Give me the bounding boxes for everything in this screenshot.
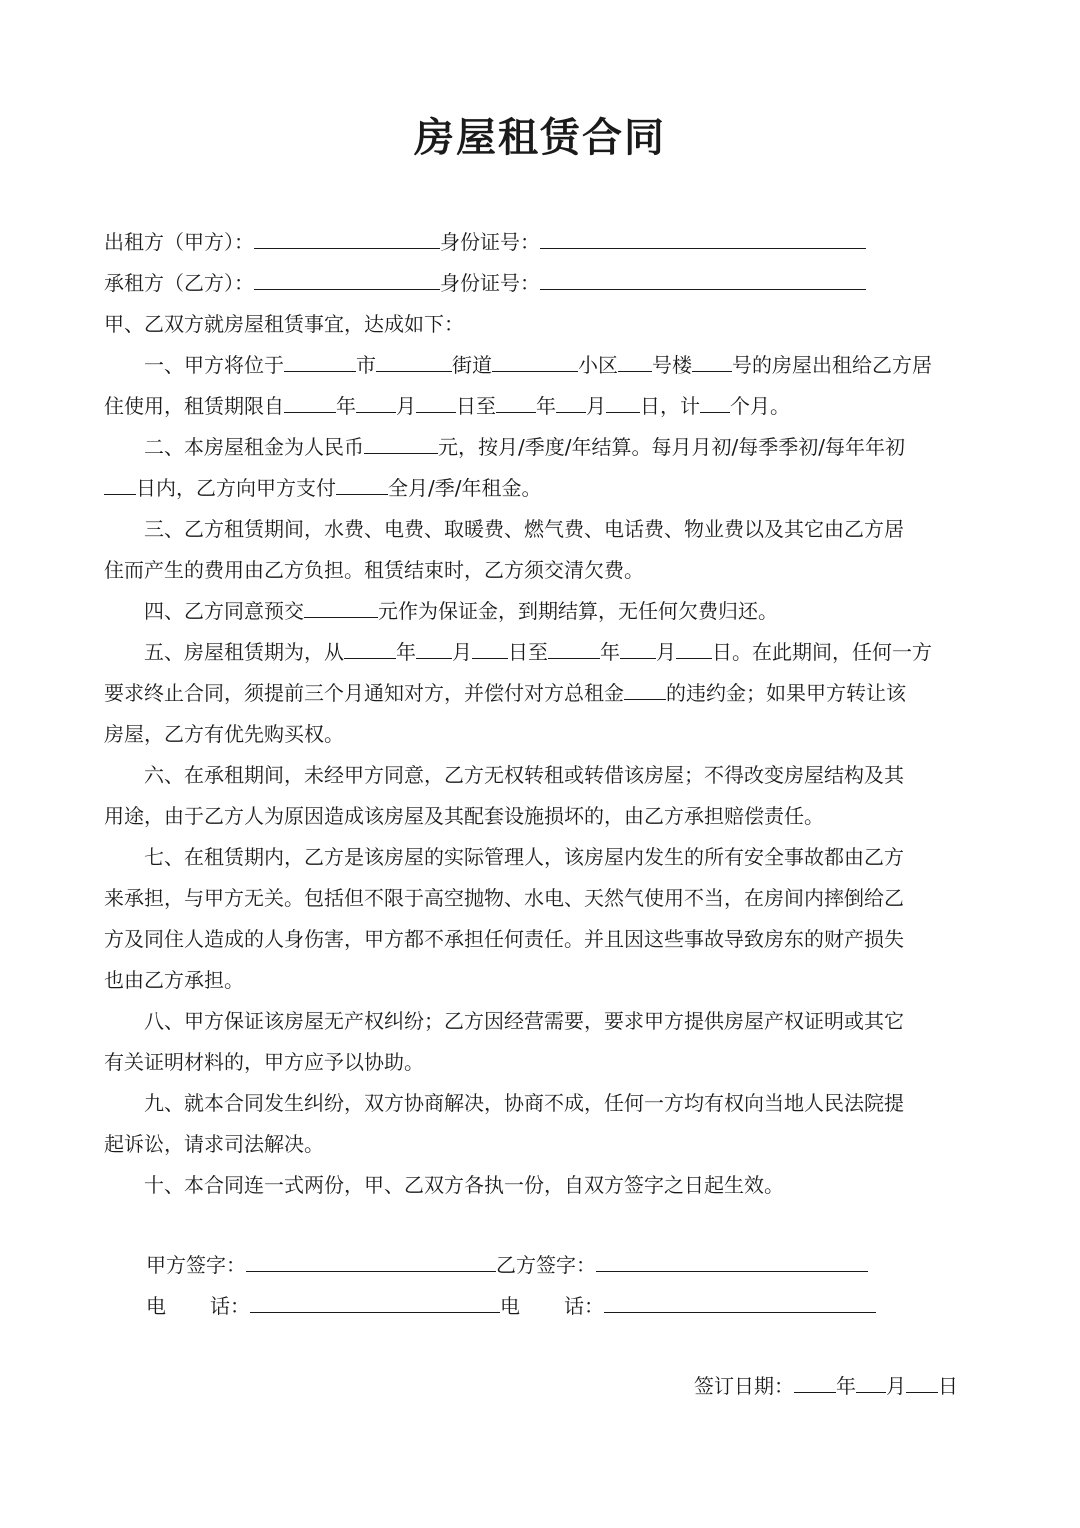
- lessee-id-label: 身份证号：: [440, 271, 540, 295]
- clause-8-line-2: 有关证明材料的，甲方应予以协助。: [104, 1050, 424, 1074]
- lessor-name-blank[interactable]: [254, 230, 440, 249]
- party-b-sign-blank[interactable]: [596, 1253, 868, 1272]
- clause-text: 日至: [508, 640, 548, 664]
- clause-text: 二、本房屋租金为人民币: [144, 435, 364, 459]
- clause-text: 年: [396, 640, 416, 664]
- lease-months-blank[interactable]: [700, 394, 730, 413]
- clause-text: 日，计: [640, 394, 700, 418]
- clause-text: 九、就本合同发生纠纷，双方协商解决，协商不成，任何一方均有权向当地人民法院提: [144, 1091, 904, 1115]
- clause-text: 五、房屋租赁期为，从: [144, 640, 344, 664]
- sign-date-label: 签订日期：: [694, 1374, 794, 1398]
- phone-line: [146, 1294, 946, 1318]
- clause-text: 年: [536, 394, 556, 418]
- clause-text: 年: [336, 394, 356, 418]
- lessor-id-blank[interactable]: [540, 230, 866, 249]
- lease-start-day-blank[interactable]: [416, 394, 456, 413]
- lessee-label: 承租方（乙方）：: [104, 271, 254, 295]
- clause-text: 七、在租赁期内，乙方是该房屋的实际管理人，该房屋内发生的所有安全事故都由乙方: [144, 845, 904, 869]
- clause-text: 全月/季/年租金。: [388, 476, 542, 500]
- term-end-month-blank[interactable]: [620, 640, 656, 659]
- clause-7-line-1: [104, 845, 984, 869]
- street-blank[interactable]: [376, 353, 452, 372]
- clause-3-line-2: 住而产生的费用由乙方负担。租赁结束时，乙方须交清欠费。: [104, 558, 644, 582]
- clause-2-line-2: [104, 476, 984, 500]
- term-start-year-blank[interactable]: [344, 640, 396, 659]
- clause-6-line-1: [104, 763, 984, 787]
- city-blank[interactable]: [284, 353, 356, 372]
- party-a-phone-blank[interactable]: [250, 1294, 500, 1313]
- intro-line: 甲、乙双方就房屋租赁事宜，达成如下：: [104, 312, 464, 336]
- clause-1-line-2: [104, 394, 984, 418]
- clause-7-line-4: 也由乙方承担。: [104, 968, 244, 992]
- party-a-sign-blank[interactable]: [246, 1253, 496, 1272]
- clause-text: 月: [656, 640, 676, 664]
- clause-text: 一、甲方将位于: [144, 353, 284, 377]
- clause-5-line-1: [104, 640, 984, 664]
- party-b-phone-label: 电 话：: [500, 1294, 604, 1318]
- lessor-line: [104, 230, 984, 254]
- clause-text: 街道: [452, 353, 492, 377]
- party-a-phone-label: 电 话：: [146, 1294, 250, 1318]
- clause-5-line-3: 房屋，乙方有优先购买权。: [104, 722, 344, 746]
- lease-end-day-blank[interactable]: [606, 394, 640, 413]
- clause-text: 月: [452, 640, 472, 664]
- clause-text: 小区: [578, 353, 618, 377]
- lease-start-year-blank[interactable]: [284, 394, 336, 413]
- sign-year-blank[interactable]: [794, 1374, 836, 1393]
- clause-text: 八、甲方保证该房屋无产权纠纷；乙方因经营需要，要求甲方提供房屋产权证明或其它: [144, 1009, 904, 1033]
- rent-amount-blank[interactable]: [364, 435, 438, 454]
- clause-text: 个月。: [730, 394, 790, 418]
- clause-3-line-1: [104, 517, 984, 541]
- clause-6-line-2: 用途，由于乙方人为原因造成该房屋及其配套设施损坏的，由乙方承担赔偿责任。: [104, 804, 824, 828]
- clause-1-line-1: [104, 353, 984, 377]
- lessee-id-blank[interactable]: [540, 271, 866, 290]
- building-blank[interactable]: [618, 353, 652, 372]
- clause-text: 月: [586, 394, 606, 418]
- lessee-name-blank[interactable]: [254, 271, 440, 290]
- penalty-blank[interactable]: [624, 681, 666, 700]
- party-b-phone-blank[interactable]: [604, 1294, 876, 1313]
- lease-end-month-blank[interactable]: [556, 394, 586, 413]
- clause-text: 元，按月/季度/年结算。每月月初/每季季初/每年年初: [438, 435, 905, 459]
- community-blank[interactable]: [492, 353, 578, 372]
- clause-text: 号的房屋出租给乙方居: [732, 353, 932, 377]
- clause-9-line-2: 起诉讼，请求司法解决。: [104, 1132, 324, 1156]
- clause-text: 月: [396, 394, 416, 418]
- document-title: 房屋租赁合同: [414, 115, 666, 161]
- deposit-blank[interactable]: [304, 599, 378, 618]
- clause-text: 日至: [456, 394, 496, 418]
- room-blank[interactable]: [692, 353, 732, 372]
- clause-text: 十、本合同连一式两份，甲、乙双方各执一份，自双方签字之日起生效。: [144, 1173, 784, 1197]
- clause-5-line-2: [104, 681, 984, 705]
- lessor-id-label: 身份证号：: [440, 230, 540, 254]
- sign-month-blank[interactable]: [856, 1374, 886, 1393]
- year-char: 年: [836, 1374, 856, 1398]
- clause-7-line-3: 方及同住人造成的人身伤害，甲方都不承担任何责任。并且因这些事故导致房东的财产损失: [104, 927, 904, 951]
- term-end-day-blank[interactable]: [676, 640, 712, 659]
- signature-line: [146, 1253, 946, 1277]
- clause-9-line-1: [104, 1091, 984, 1115]
- term-start-day-blank[interactable]: [472, 640, 508, 659]
- clause-text: 三、乙方租赁期间，水费、电费、取暖费、燃气费、电话费、物业费以及其它由乙方居: [144, 517, 904, 541]
- clause-text: 住使用，租赁期限自: [104, 394, 284, 418]
- clause-text: 日。在此期间，任何一方: [712, 640, 932, 664]
- clause-2-line-1: [104, 435, 984, 459]
- sign-day-blank[interactable]: [906, 1374, 938, 1393]
- payment-days-blank[interactable]: [104, 476, 136, 495]
- clause-text: 的违约金；如果甲方转让该: [666, 681, 906, 705]
- clause-text: 日内，乙方向甲方支付: [136, 476, 336, 500]
- clause-4-line-1: [104, 599, 984, 623]
- payment-amount-blank[interactable]: [336, 476, 388, 495]
- clause-8-line-1: [104, 1009, 984, 1033]
- term-end-year-blank[interactable]: [548, 640, 600, 659]
- party-a-sign-label: 甲方签字：: [146, 1253, 246, 1277]
- clause-10-line-1: [104, 1173, 984, 1197]
- clause-text: 号楼: [652, 353, 692, 377]
- lease-start-month-blank[interactable]: [356, 394, 396, 413]
- lease-end-year-blank[interactable]: [496, 394, 536, 413]
- day-char: 日: [938, 1374, 958, 1398]
- clause-text: 元作为保证金，到期结算，无任何欠费归还。: [378, 599, 778, 623]
- clause-7-line-2: 来承担，与甲方无关。包括但不限于高空抛物、水电、天然气使用不当，在房间内摔倒给乙: [104, 886, 904, 910]
- clause-text: 四、乙方同意预交: [144, 599, 304, 623]
- lessee-line: [104, 271, 984, 295]
- sign-date-line: [694, 1374, 984, 1398]
- lessor-label: 出租方（甲方）：: [104, 230, 254, 254]
- party-b-sign-label: 乙方签字：: [496, 1253, 596, 1277]
- term-start-month-blank[interactable]: [416, 640, 452, 659]
- clause-text: 年: [600, 640, 620, 664]
- clause-text: 六、在承租期间，未经甲方同意，乙方无权转租或转借该房屋；不得改变房屋结构及其: [144, 763, 904, 787]
- clause-text: 市: [356, 353, 376, 377]
- month-char: 月: [886, 1374, 906, 1398]
- clause-text: 要求终止合同，须提前三个月通知对方，并偿付对方总租金: [104, 681, 624, 705]
